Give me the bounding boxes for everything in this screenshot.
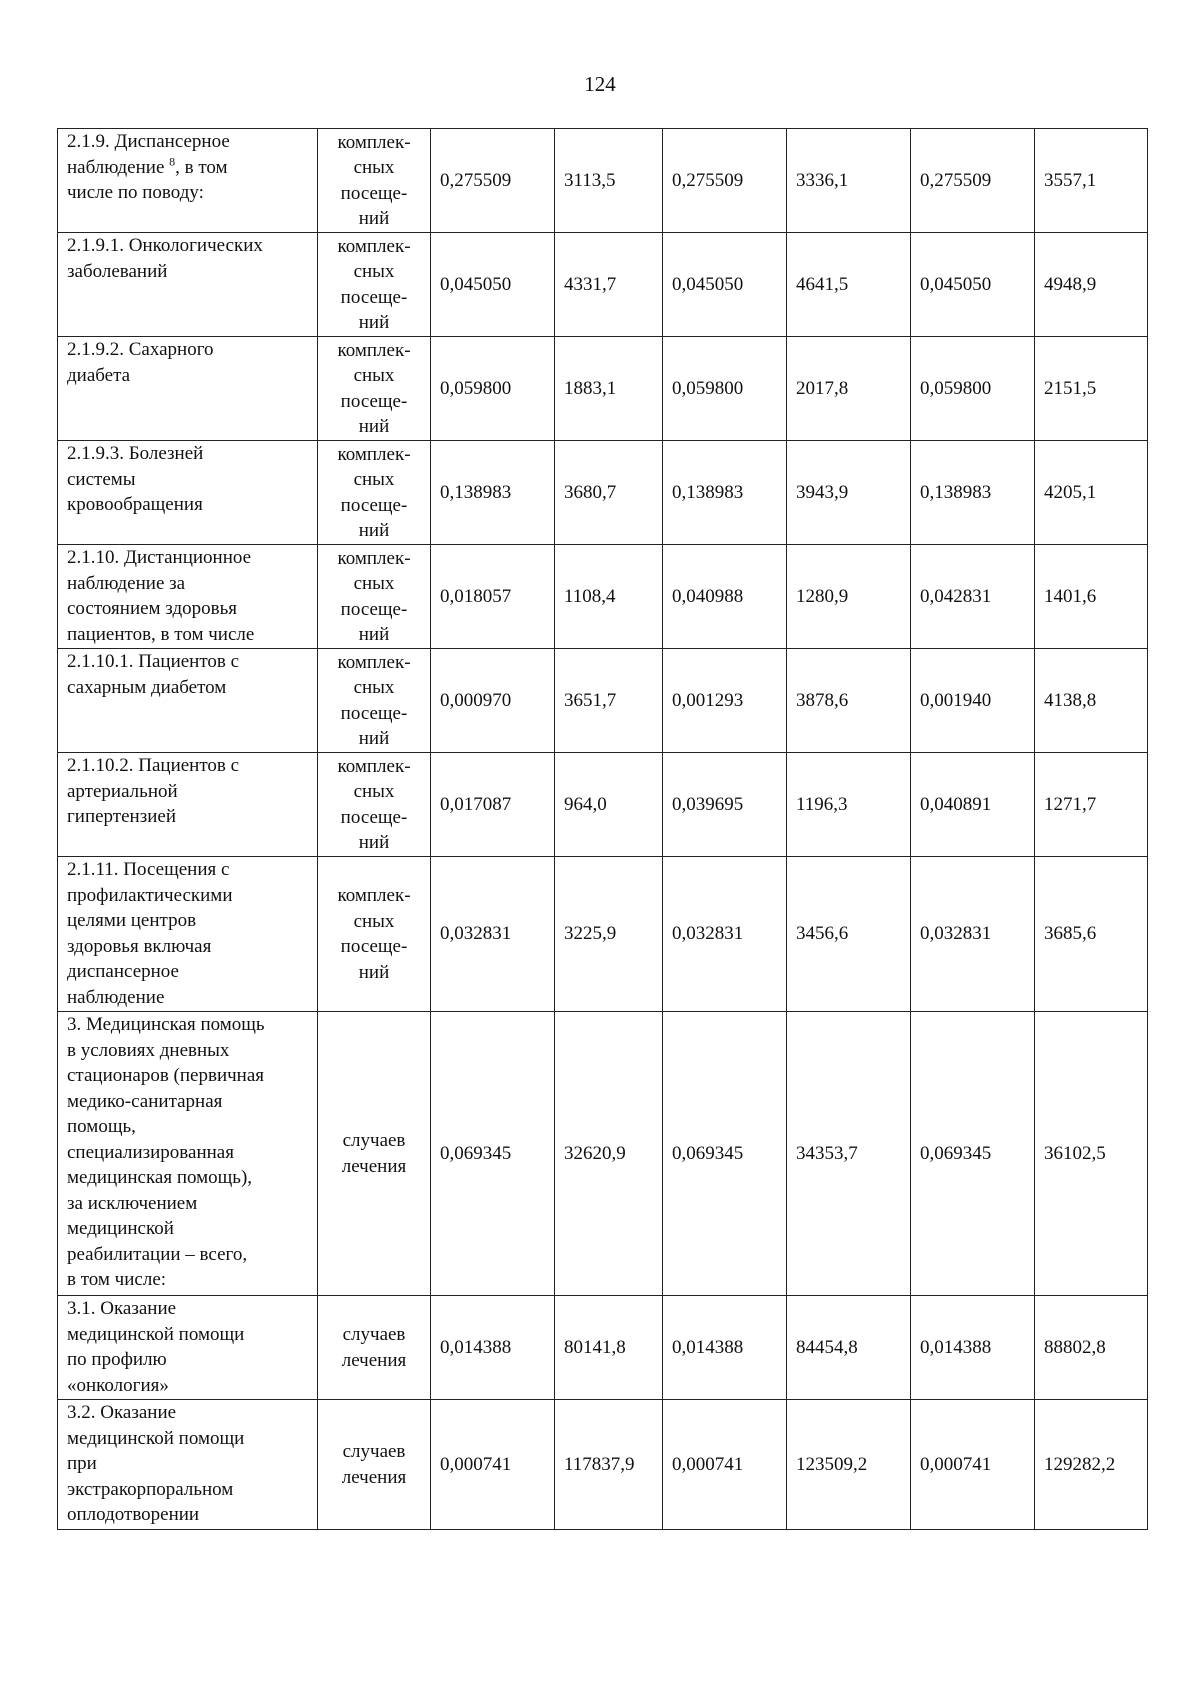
value-cell: 36102,5 xyxy=(1035,1012,1148,1296)
row-name-cell: 2.1.11. Посещения с профилактическими целями центров здоровья включая диспансерное наблюдение xyxy=(58,857,318,1012)
row-name-cell: 3. Медицинская помощь в условиях дневных стационаров (первичная медико-санитарная помощь, специализированная медицинская помощь), за исключением медицинской реабилитации – всего, в том числе: xyxy=(58,1012,318,1296)
value-cell: 4138,8 xyxy=(1035,649,1148,753)
row-name-text: 2.1.9. Диспансерное наблюдение xyxy=(67,131,230,178)
value-cell: 0,275509 xyxy=(911,129,1035,233)
value-cell: 0,045050 xyxy=(663,233,787,337)
value-cell: 0,069345 xyxy=(431,1012,555,1296)
value-cell: 4205,1 xyxy=(1035,441,1148,545)
value-cell: 84454,8 xyxy=(787,1296,911,1400)
value-cell: 0,032831 xyxy=(663,857,787,1012)
value-cell: 0,040988 xyxy=(663,545,787,649)
value-cell: 0,032831 xyxy=(431,857,555,1012)
value-cell: 2017,8 xyxy=(787,337,911,441)
value-cell: 3557,1 xyxy=(1035,129,1148,233)
row-name-cell: 2.1.10.2. Пациентов с артериальной гипертензией xyxy=(58,753,318,857)
unit-cell: комплек- сных посеще- ний xyxy=(318,753,431,857)
value-cell: 0,000741 xyxy=(911,1400,1035,1530)
row-name-cell: 2.1.9.1. Онкологических заболеваний xyxy=(58,233,318,337)
value-cell: 0,059800 xyxy=(911,337,1035,441)
unit-cell: случаев лечения xyxy=(318,1296,431,1400)
table-body xyxy=(58,129,1148,1530)
value-cell: 123509,2 xyxy=(787,1400,911,1530)
value-cell: 129282,2 xyxy=(1035,1400,1148,1530)
row-name-cell: 2.1.10.1. Пациентов с сахарным диабетом xyxy=(58,649,318,753)
value-cell: 1401,6 xyxy=(1035,545,1148,649)
value-cell: 0,059800 xyxy=(431,337,555,441)
value-cell: 0,069345 xyxy=(663,1012,787,1296)
unit-cell: комплек- сных посеще- ний xyxy=(318,337,431,441)
data-table xyxy=(57,128,1148,1530)
value-cell: 34353,7 xyxy=(787,1012,911,1296)
value-cell: 3113,5 xyxy=(555,129,663,233)
table-row xyxy=(58,857,1148,1012)
page-number: 124 xyxy=(584,72,616,96)
value-cell: 0,000741 xyxy=(431,1400,555,1530)
table-row xyxy=(58,1400,1148,1530)
value-cell: 0,014388 xyxy=(663,1296,787,1400)
table-row xyxy=(58,337,1148,441)
value-cell: 1108,4 xyxy=(555,545,663,649)
value-cell: 3943,9 xyxy=(787,441,911,545)
table-row xyxy=(58,545,1148,649)
row-name-text-cont: , в том числе по поводу: xyxy=(67,156,228,203)
unit-cell: комплек- сных посеще- ний xyxy=(318,233,431,337)
row-name-cell: 2.1.10. Дистанционное наблюдение за состоянием здоровья пациентов, в том числе xyxy=(58,545,318,649)
unit-cell: комплек- сных посеще- ний xyxy=(318,649,431,753)
value-cell: 3651,7 xyxy=(555,649,663,753)
value-cell: 0,275509 xyxy=(431,129,555,233)
value-cell: 88802,8 xyxy=(1035,1296,1148,1400)
row-name-cell xyxy=(58,129,318,233)
value-cell: 0,069345 xyxy=(911,1012,1035,1296)
table-row xyxy=(58,649,1148,753)
unit-cell: комплек- сных посеще- ний xyxy=(318,545,431,649)
table-row xyxy=(58,129,1148,233)
value-cell: 0,138983 xyxy=(431,441,555,545)
value-cell: 0,001293 xyxy=(663,649,787,753)
value-cell: 0,059800 xyxy=(663,337,787,441)
value-cell: 0,045050 xyxy=(431,233,555,337)
table-row xyxy=(58,753,1148,857)
value-cell: 0,032831 xyxy=(911,857,1035,1012)
value-cell: 0,018057 xyxy=(431,545,555,649)
value-cell: 4641,5 xyxy=(787,233,911,337)
table-row xyxy=(58,1012,1148,1296)
value-cell: 2151,5 xyxy=(1035,337,1148,441)
value-cell: 4948,9 xyxy=(1035,233,1148,337)
value-cell: 0,014388 xyxy=(911,1296,1035,1400)
row-name-cell: 2.1.9.2. Сахарного диабета xyxy=(58,337,318,441)
value-cell: 1271,7 xyxy=(1035,753,1148,857)
value-cell: 0,042831 xyxy=(911,545,1035,649)
value-cell: 964,0 xyxy=(555,753,663,857)
value-cell: 3878,6 xyxy=(787,649,911,753)
value-cell: 0,017087 xyxy=(431,753,555,857)
row-name-cell: 3.1. Оказание медицинской помощи по профилю «онкология» xyxy=(58,1296,318,1400)
value-cell: 0,000970 xyxy=(431,649,555,753)
value-cell: 117837,9 xyxy=(555,1400,663,1530)
value-cell: 1196,3 xyxy=(787,753,911,857)
value-cell: 0,040891 xyxy=(911,753,1035,857)
value-cell: 1280,9 xyxy=(787,545,911,649)
value-cell: 0,039695 xyxy=(663,753,787,857)
unit-cell: случаев лечения xyxy=(318,1012,431,1296)
table-row xyxy=(58,441,1148,545)
value-cell: 3680,7 xyxy=(555,441,663,545)
value-cell: 4331,7 xyxy=(555,233,663,337)
value-cell: 0,045050 xyxy=(911,233,1035,337)
value-cell: 0,138983 xyxy=(911,441,1035,545)
value-cell: 3336,1 xyxy=(787,129,911,233)
value-cell: 0,138983 xyxy=(663,441,787,545)
value-cell: 3225,9 xyxy=(555,857,663,1012)
value-cell: 0,275509 xyxy=(663,129,787,233)
value-cell: 3685,6 xyxy=(1035,857,1148,1012)
row-name-cell: 2.1.9.3. Болезней системы кровообращения xyxy=(58,441,318,545)
unit-cell: комплек- сных посеще- ний xyxy=(318,857,431,1012)
value-cell: 0,014388 xyxy=(431,1296,555,1400)
unit-cell: комплек- сных посеще- ний xyxy=(318,441,431,545)
unit-cell: комплек- сных посеще- ний xyxy=(318,129,431,233)
table-row xyxy=(58,1296,1148,1400)
value-cell: 32620,9 xyxy=(555,1012,663,1296)
value-cell: 0,001940 xyxy=(911,649,1035,753)
value-cell: 1883,1 xyxy=(555,337,663,441)
table-row xyxy=(58,233,1148,337)
footnote-marker: 8 xyxy=(169,154,176,169)
value-cell: 0,000741 xyxy=(663,1400,787,1530)
value-cell: 3456,6 xyxy=(787,857,911,1012)
value-cell: 80141,8 xyxy=(555,1296,663,1400)
row-name-cell: 3.2. Оказание медицинской помощи при экстракорпоральном оплодотворении xyxy=(58,1400,318,1530)
unit-cell: случаев лечения xyxy=(318,1400,431,1530)
